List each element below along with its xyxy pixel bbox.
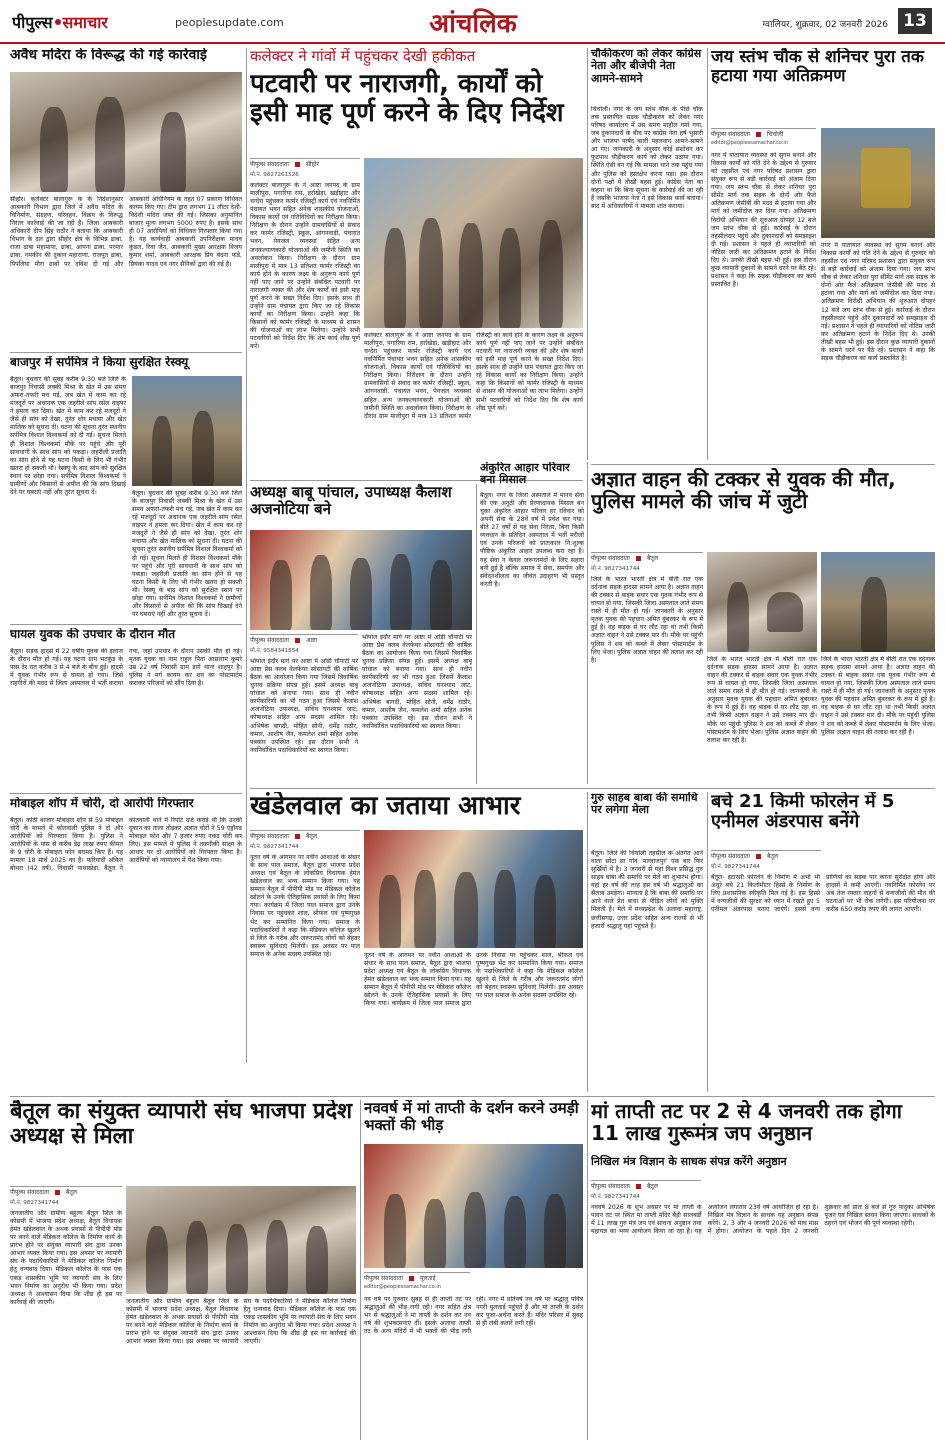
article-unknown-vehicle xyxy=(591,468,935,778)
body-left: जनजातीय और ग्रामीण बहुल्य बैतूल जिले के कोसमी में भाजपा प्रदेश अध्यक्ष, बैतूल विधायक हेमंत खंडेलवाल के अथक प्रयासों से पीपीपी मोड पर बनने वाले मेडिकल कॉलेज के निर्माण कार्य के प्रारंभ होने पर संयुक्त व्यापारी संघ द्वारा उनका आभार व्यक्त किया गया। इस अवसर पर व्यापारी संघ के पदाधिकारियों ने मेडिकल कॉलेज निर्माण हेतु धन्यवाद दिया। मेडिकल कॉलेज के पास एक एकड़ शासकीय भूमि पर व्यापारी संघ के लिए भवन निर्माण का अनुरोध भी किया गया। प्रदेश अध्यक्ष ने आश्वासन दिया कि शीघ्र ही इस पर कार्रवाई की जाएगी। xyxy=(10,1210,122,1306)
photo-raid xyxy=(10,72,242,192)
article-sprout-food xyxy=(480,462,584,784)
headline: मोबाइल शॉप में चोरी, दो आरोपी गिरफ्तार xyxy=(10,797,194,810)
article-guru-sahab xyxy=(591,792,703,1092)
body-right: नगर में यातायात व्यवस्था को सुगम बनाने और विकास कार्यों को गति देने के उद्देश्य से गुरुवार को तहसील एवं नगर परिषद प्रशासन द्वारा संयुक्त रूप से बड़ी कार्रवाई को अंजाम दिया गया। जय स्तंभ चौक से लेकर शनिचर पुरा सीमेंट मार्ग तक सड़क के दोनों ओर फैले अतिक्रमण जेसीबी की मदद से हटाया गया और मार्ग को जमींदोज कर दिया गया। अतिक्रमण विरोधी अभियान की शुरुआत दोपहर 12 बजे जय स्तंभ चौक से हुई। कार्रवाई के दौरान तहसीलदार पहुंचे और दुकानदारों को समझाइश दी गई। प्रशासन ने पहले ही व्यापारियों को नोटिस जारी कर अतिक्रमण हटाने के निर्देश दिए थे। उनकी तीखी बहस भी हुई। इस दौरान कुछ व्यापारी दुकानों के सामने धरने पर बैठे रहे। प्रशासन ने कहा कि सड़क चौड़ीकरण का कार्य प्रस्तावित है। xyxy=(821,242,935,362)
headline: जय स्तंभ चौक से शनिचर पुरा तक हटाया गया अतिक्रमण xyxy=(711,48,924,87)
body-middle: जिले के भारत भारती क्षेत्र में बीती रात एक दर्दनाक सड़क हादसा सामने आया है। अज्ञात वाहन की टक्कर से बाइक सवार एक युवक गंभीर रूप से घायल हो गया, जिसकी जिला अस्पताल लाते समय रास्ते में ही मौत हो गई। जानकारी के अनुसार मृतक युवक की पहचान अमित बुंबरकर के रूप में हुई है। वह बाइक से घर लौट रहा था तभी किसी अज्ञात वाहन ने उसे टक्कर मार दी। मौके पर पहुंची पुलिस ने शव को कब्जे में लेकर पोस्टमार्टम के लिए भेजा। पुलिस अज्ञात वाहन की तलाश कर रही है। xyxy=(707,656,817,744)
bullet-icon xyxy=(756,132,761,137)
body: बैतूल- इटारसी फोरलेन के निर्माण में अभी भी अधूरे बचे 21 किलोमीटर हिस्से के निर्माण के लिए प्रशासनिक स्वीकृति मिल गई है। इस हिस्से में वन्यजीवों की सुरक्षा को ध्यान में रखते हुए 5 एनीमल अंडरपास बनाए जाएंगे। इससे वन्य प्राणियों का सड़क पार करना सुरक्षित होगा और हादसों में कमी आएगी। नवनिर्मित फोरलेन पर अब तेज रफ्तार वाहनों से वन्यजीवों की मौत की घटनाओं पर भी रोक लगेगी। इस परियोजना पर करीब 650 करोड़ रुपए की लागत आएगी। xyxy=(711,874,935,914)
mobile: मो.नं. 9827261526 xyxy=(250,172,299,178)
body-left: भोपाल इंदौर मार्ग पर आष्टा में ओंडी चौपाटी पर आष्टा प्रेस क्लब वेलफेयर सोसायटी की वार्षिक बैठक का आयोजन किया गया जिसमें त्रिवार्षिक चुनाव प्रक्रिया संपन्न हुई। इसमें अध्यक्ष बाबू पांचाल को बनाया गया। साथ ही नवीन कार्यकारिणी का भी गठन हुआ जिसमें कैलाश अजनोटिया उपाध्यक्ष, सचिव घनश्याम जाट, कोषाध्यक्ष सहित अन्य सदस्य शामिल रहे। अभिषेक बागदी, मोहित सोनी, धर्मेंद्र राठौर, कमल, आशीष जैन, कमलेश शर्मा सहित अनेक पत्रकार उपस्थित रहे। इस दौरान सभी ने नवनिर्वाचित पदाधिकारियों का स्वागत किया। xyxy=(250,658,358,754)
body: बैतूल। कोठी बाजार मोबाइल शॉप से 59 मोबाइल चोरी के मामले में कोतवाली पुलिस ने दो और आरोपियों को गिरफ्तार किया है। पुलिस ने आरोपियों के पास से करीब डेढ़ लाख रुपए कीमत के 9 चोरी के मोबाइल फोन बरामद किए हैं। यह मामला 18 मार्च 2025 का है। फरियादी अंकित बोथरा (42 वर्ष), निवासी पाथाखेड़ा, बैतूल ने कोतवाली थाने में रिपोर्ट दर्ज कराई थी कि उनकी दुकान का ताला तोड़कर अज्ञात चोरों ने 59 एंड्रॉयड मोबाइल फोन और 7 हजार रुपए नकद चोरी कर लिए। इस मामले में पुलिस ने तकनीकी साक्ष्य के आधार पर दो आरोपियों को गिरफ्तार किया है। आरोपियों को न्यायालय में पेश किया गया। xyxy=(10,817,242,873)
photo-khandelwal xyxy=(364,830,583,948)
headline: पटवारी पर नाराजगी, कार्यों को इसी माह पूर्ण करने के दिए निर्देश xyxy=(250,69,564,129)
mobile: मो.नं. 9827341744 xyxy=(250,844,299,850)
body-bottom: जनजातीय और ग्रामीण बहुल्य बैतूल जिले के कोसमी में भाजपा प्रदेश अध्यक्ष, बैतूल विधायक हेमंत खंडेलवाल के अथक प्रयासों से पीपीपी मोड पर बनने वाले मेडिकल कॉलेज के निर्माण कार्य के प्रारंभ होने पर संयुक्त व्यापारी संघ द्वारा उनका आभार व्यक्त किया गया। इस अवसर पर व्यापारी संघ के पदाधिकारियों ने मेडिकल कॉलेज निर्माण हेतु धन्यवाद दिया। मेडिकल कॉलेज के पास एक एकड़ शासकीय भूमि पर व्यापारी संघ के लिए भवन निर्माण का अनुरोध भी किया गया। प्रदेश अध्यक्ष ने आश्वासन दिया कि शीघ्र ही इस पर कार्रवाई की जाएगी। xyxy=(126,1298,356,1346)
bullet-icon xyxy=(295,162,300,167)
byline: पीपुल्स संवाददाता बैतूल xyxy=(591,552,703,562)
byline: पीपुल्स संवाददाता बैतूल xyxy=(591,1180,701,1190)
body: चिचोली। नगर के जय स्तंभ चौक के पीछे चौक तक प्रस्तावित सड़क चौड़ीकरण को लेकर नगर परिषद कार्यालय में उस समय माहौल गर्मा गया, जब दुकानदारों के बीच पर कांग्रेस नेता हर्ष भुसारी और भाजपा पार्षद बाली पहलवान आमने-सामने आ गए। जानकारी के अनुसार कोई संशोधन कर फुटपाथ चौड़ीकरण कार्य को लेकर उठाया गया। स्थिति ऐसी बन गई कि मामला थाने तक पहुंच गया और पुलिस को हस्तक्षेप करना पड़ा। इस दौरान दोनों पक्षों में तीखी बहस हुई। कांग्रेस नेता का कहना था कि बिना सूचना के कार्रवाई की जा रही है जबकि भाजपा नेता ने इसे विकास कार्य बताया। बाद में अधिकारियों ने मामला शांत कराया। xyxy=(591,106,703,210)
article-snake-rescue xyxy=(10,356,242,621)
photo-collector xyxy=(364,158,583,328)
body: नव वर्ष पर गुरुवार सुबह से ही ताप्ती तट पर श्रद्धालुओं की भीड़ लगी रही। नगर सहित क्षेत्र भर से श्रद्धालुओं ने मां ताप्ती के दर्शन कर नव वर्ष की शुभकामनाएं दीं। इसके अलावा ताप्ती तट के अन्य मंदिरों में भी भक्तों की भीड़ लगी रही। नगर में प्रतिवर्ष नव वर्ष पर श्रद्धालु पवित्र नगरी मुलताई पहुंचते हैं और मां ताप्ती के दर्शन कर पूजा-अर्चना करते हैं। मंदिर परिसर में सुबह से ही लंबी कतारें लगी रहीं। xyxy=(364,1296,583,1336)
byline: पीपुल्स संवाददाता आष्टा xyxy=(250,634,358,644)
headline: अध्यक्ष बाबू पांचाल, उपाध्यक्ष कैलाश अजनोटिया बने xyxy=(250,484,452,518)
photo-tapti-crowd xyxy=(364,1144,583,1268)
headline: चौकीकरण को लेकर कांग्रेस नेता और बीजेपी नेता आमने-सामने xyxy=(591,48,702,85)
bullet-icon xyxy=(636,1184,641,1189)
email[interactable]: editor@peoplessamachar.co.in xyxy=(364,1284,441,1290)
bullet-icon xyxy=(409,1276,414,1281)
photo-accident-2 xyxy=(821,552,935,652)
byline: पीपुल्स संवाददाता चिचोली xyxy=(711,128,816,138)
photo-press-club xyxy=(250,530,472,630)
article-encroachment-removed xyxy=(711,48,935,458)
body-left: नगर में यातायात व्यवस्था को सुगम बनाने और विकास कार्यों को गति देने के उद्देश्य से गुरुवार को तहसील एवं नगर परिषद प्रशासन द्वारा संयुक्त रूप से बड़ी कार्रवाई को अंजाम दिया गया। जय स्तंभ चौक से लेकर शनिचर पुरा सीमेंट मार्ग तक सड़क के दोनों ओर फैले अतिक्रमण जेसीबी की मदद से हटाया गया और मार्ग को जमींदोज कर दिया गया। अतिक्रमण विरोधी अभियान की शुरुआत दोपहर 12 बजे जय स्तंभ चौक से हुई। कार्रवाई के दौरान तहसीलदार पहुंचे और दुकानदारों को समझाइश दी गई। प्रशासन ने पहले ही व्यापारियों को नोटिस जारी कर अतिक्रमण हटाने के निर्देश दिए थे। उनकी तीखी बहस भी हुई। इस दौरान कुछ व्यापारी दुकानों के सामने धरने पर बैठे रहे। प्रशासन ने कहा कि सड़क चौड़ीकरण का कार्य प्रस्तावित है। xyxy=(711,152,816,288)
email[interactable]: editor@peoplessamachar.co.in xyxy=(711,140,788,146)
bullet-icon xyxy=(295,834,300,839)
headline: बैतूल का संयुक्त व्यापारी संघ भाजपा प्रदेश अध्यक्ष से मिला xyxy=(10,1100,353,1149)
article-animal-underpass xyxy=(711,792,935,1092)
body-continued: बैतूल। बुधवार की सुबह करीब 9:30 बजे जिले के बाजपुर निवासी लक्की मिश्रा के खेत में उस समय अफरा-तफरी मच गई, जब खेत में काम कर रहे मजदूरों पर अचानक एक जहरीले सांप रसेल वाइपर ने हमला कर दिया। खेत में काम कर रहे मजदूरों ने जैसे ही सांप को देखा, तुरंत शोर मचाया और खेत मालिक को सूचना दी। घटना की सूचना तुरंत स्थानीय सर्पमित्र विशाल विश्वकर्मा को दी गई। सूचना मिलते ही विशाल विश्वकर्मा मौके पर पहुंचे और पूरी सावधानी के साथ सांप को पकड़ा। जहरीली प्रजाति का सांप होने से यह घटना किसी के लिए भी गंभीर खतरा हो सकती थी। रेस्क्यू के बाद सांप को सुरक्षित स्थान पर छोड़ा गया। सर्पमित्र विशाल विश्वकर्मा ने ग्रामीणों और किसानों से अपील की कि सांप दिखाई देने पर घबराएं नहीं और तुरंत सूचना दें। xyxy=(132,490,242,618)
subhead: निखिल मंत्र विज्ञान के साधक संपन्न करेंगे अनुष्ठान xyxy=(591,1155,787,1168)
byline: पीपुल्स संवाददाता मुलताई xyxy=(364,1272,470,1282)
body-left: कलेक्टर बालागुरू के ने आष्टा जनपद के ग्राम मालीपुरा, पगारिया राम, हर्राखेड़ा, खड़ीहाट और चन्देरा पहुंचकर फार्मर रजिस्ट्री कार्य एवं नवनिर्मित पंचायत भवन सहित अनेक शासकीय योजनाओं, विकास कार्यों एवं गतिविधियों का निरीक्षण किया। निरीक्षण के दौरान उन्होंने ग्रामवासियों से संवाद कर फार्मर रजिस्ट्री, स्कूल, आंगनवाड़ी, पंचायत भवन, पेयजल व्यवस्था सहित अन्य जनकल्याणकारी योजनाओं की जमीनी स्थिति का अवलोकन किया। निरीक्षण के दौरान ग्राम मालीपुरा में मात्र 13 प्रतिशत फार्मर रजिस्ट्री का कार्य होने के कारण लक्ष्य के अनुरूप कार्य पूर्ण नहीं पाए जाने पर उन्होंने संबंधित पटवारी पर नाराजगी व्यक्त की और शेष कार्यों को इसी माह पूर्ण करने के सख्त निर्देश दिए। इसके साथ ही उन्होंने ग्राम पंचायत द्वारा किए जा रहे विकास कार्यों का निरीक्षण किया। उन्होंने कहा कि किसानों को फार्मर रजिस्ट्री के माध्यम से शासन की योजनाओं का लाभ मिलेगा। उन्होंने सभी पटवारियों को निर्देश दिए कि शेष कार्य शीघ्र पूर्ण करें। xyxy=(250,182,360,351)
headline: अज्ञात वाहन की टक्कर से युवक की मौत, पुलिस मामले की जांच में जुटी xyxy=(591,468,896,514)
article-mobile-theft xyxy=(10,797,242,1062)
byline: पीपुल्स संवाददाता बैतूल xyxy=(250,830,360,840)
dateline: ग्वालियर, शुक्रवार, 02 जनवरी 2026 xyxy=(762,20,888,30)
body: बैतूल। बुधवार की सुबह करीब 9:30 बजे जिले के बाजपुर निवासी लक्की मिश्रा के खेत में उस समय अफरा-तफरी मच गई, जब खेत में काम कर रहे मजदूरों पर अचानक एक जहरीले सांप रसेल वाइपर ने हमला कर दिया। खेत में काम कर रहे मजदूरों ने जैसे ही सांप को देखा, तुरंत शोर मचाया और खेत मालिक को सूचना दी। घटना की सूचना तुरंत स्थानीय सर्पमित्र विशाल विश्वकर्मा को दी गई। सूचना मिलते ही विशाल विश्वकर्मा मौके पर पहुंचे और पूरी सावधानी के साथ सांप को पकड़ा। जहरीली प्रजाति का सांप होने से यह घटना किसी के लिए भी गंभीर खतरा हो सकती थी। रेस्क्यू के बाद सांप को सुरक्षित स्थान पर छोड़ा गया। सर्पमित्र विशाल विश्वकर्मा ने ग्रामीणों और किसानों से अपील की कि सांप दिखाई देने पर घबराएं नहीं और तुरंत सूचना दें। xyxy=(10,376,126,496)
logo xyxy=(12,10,108,34)
headline: घायल युवक की उपचार के दौरान मौत xyxy=(10,628,176,641)
byline: पीपुल्स संवाददाता बैतूल xyxy=(711,850,821,860)
photo-accident-1 xyxy=(707,552,817,652)
mobile: मो.नं. 9584341854 xyxy=(250,648,299,654)
masthead xyxy=(0,0,945,44)
website[interactable]: peoplesupdate.com xyxy=(175,16,284,29)
article-khandelwal-thanks xyxy=(250,792,583,1092)
mobile: मो.नं. 9827341744 xyxy=(10,1200,59,1206)
bullet-icon xyxy=(756,854,761,859)
page-number: 13 xyxy=(898,8,932,34)
photo-jcb xyxy=(821,128,935,238)
bullet-icon xyxy=(636,556,641,561)
article-traders-union xyxy=(10,1100,356,1440)
logo-dot-icon xyxy=(55,19,61,25)
body-left: जिले के भारत भारती क्षेत्र में बीती रात एक दर्दनाक सड़क हादसा सामने आया है। अज्ञात वाहन की टक्कर से बाइक सवार एक युवक गंभीर रूप से घायल हो गया, जिसकी जिला अस्पताल लाते समय रास्ते में ही मौत हो गई। जानकारी के अनुसार मृतक युवक की पहचान अमित बुंबरकर के रूप में हुई है। वह बाइक से घर लौट रहा था तभी किसी अज्ञात वाहन ने उसे टक्कर मार दी। मौके पर पहुंची पुलिस ने शव को कब्जे में लेकर पोस्टमार्टम के लिए भेजा। पुलिस अज्ञात वाहन की तलाश कर रही है। xyxy=(591,576,703,664)
body-right: जिले के भारत भारती क्षेत्र में बीती रात एक दर्दनाक सड़क हादसा सामने आया है। अज्ञात वाहन की टक्कर से बाइक सवार एक युवक गंभीर रूप से घायल हो गया, जिसकी जिला अस्पताल लाते समय रास्ते में ही मौत हो गई। जानकारी के अनुसार मृतक युवक की पहचान अमित बुंबरकर के रूप में हुई है। वह बाइक से घर लौट रहा था तभी किसी अज्ञात वाहन ने उसे टक्कर मार दी। मौके पर पहुंची पुलिस ने शव को कब्जे में लेकर पोस्टमार्टम के लिए भेजा। पुलिस अज्ञात वाहन की तलाश कर रही है। xyxy=(821,656,935,736)
bullet-icon xyxy=(55,1190,60,1195)
bullet-icon xyxy=(295,638,300,643)
article-collector-visit xyxy=(250,48,583,478)
body: बैतूल। सड़क हादसे में 22 वर्षीय युवक की इलाज के दौरान मौत हो गई। यह घटना ग्राम भटकुंड के पास देर रात करीब 3 से 4 बजे के बीच हुई। हादसे में युवक गंभीर रूप से घायल हो गया। जिसे राहगीरों की मदद से जिला अस्पताल में भर्ती कराया गया, जहां उपचार के दौरान उसकी मौत हो गई। मृतक युवक का नाम राहुल पिता आसाराम कुमरे उम्र 22 वर्ष निवासी ग्राम डागे थाना शाहपुर है। पुलिस ने मर्ग कायम कर शव का पोस्टमार्टम कराकर परिजनों को सौंप दिया है। xyxy=(10,648,242,688)
article-road-widening-dispute xyxy=(591,48,703,458)
headline: अवैध मदिरा के विरूद्ध की गई कार्रवाई xyxy=(10,48,207,63)
logo-left: पीपुल्स xyxy=(12,13,53,32)
body: बैतूल। जिले की चिचोली तहसील के अंतर्गत आने वाला छोटा सा गांव 'मल्लाजपुर' एक बार फिर सुर्खियों में है। 3 जनवरी से यहां विश्व प्रसिद्ध गुरु साहब बाबा की समाधि पर मेले का शुभारंभ होगा। यहां हर वर्ष की तरह इस वर्ष भी श्रद्धालुओं का सैलाब उमड़ेगा। मान्यता है कि बाबा की समाधि पर आने वाले प्रेत बाधा से पीड़ित लोगों को मुक्ति मिलती है। मेले में मध्यप्रदेश के अलावा महाराष्ट्र, छत्तीसगढ़, उत्तर प्रदेश सहित अन्य राज्यों से भी हजारों श्रद्धालु यहां पहुंचते हैं। xyxy=(591,850,703,930)
body: नववर्ष 2026 के शुभ अवसर पर मां ताप्ती के पावन तट पर स्थित मां ताप्ती मंदिर बैंड़ी सालबर्डी में 11 लाख गुरु मंत्र जप एवं साधना अनुष्ठान तथा महायज्ञ का भव्य आयोजन किया जा रहा है। यह आयोजन लगातार 23वें वर्ष आयोजित हो रहा है। निखिल मंत्र विज्ञान के साधक यह अनुष्ठान संपन्न करेंगे। 2, 3 और 4 जनवरी 2026 को माघ मास में होगा। आयोजन के पहले दिन 2 जनवरी शुक्रवार को प्रातः 8 बजे से गुरु पादुका अभिषेक पूजन एवं निखिल स्तवन किया जाएगा। साधकों के ठहरने एवं भोजन की पूर्ण व्यवस्था रहेगी। xyxy=(591,1204,935,1236)
kicker: कलेक्टर ने गांवों में पहुंचकर देखी हकीकत xyxy=(250,48,476,65)
headline: मां ताप्ती तट पर 2 से 4 जनवरी तक होगा 11 लाख गुरूमंत्र जप अनुष्ठान xyxy=(591,1100,902,1146)
body: भोपाल इंदौर मार्ग पर आष्टा में ओंडी चौपाटी पर आष्टा प्रेस क्लब वेलफेयर सोसायटी की वार्षिक बैठक का आयोजन किया गया जिसमें त्रिवार्षिक चुनाव प्रक्रिया संपन्न हुई। इसमें अध्यक्ष बाबू पांचाल को बनाया गया। साथ ही नवीन कार्यकारिणी का भी गठन हुआ जिसमें कैलाश अजनोटिया उपाध्यक्ष, सचिव घनश्याम जाट, कोषाध्यक्ष सहित अन्य सदस्य शामिल रहे। अभिषेक बागदी, मोहित सोनी, धर्मेंद्र राठौर, कमल, आशीष जैन, कमलेश शर्मा सहित अनेक पत्रकार उपस्थित रहे। इस दौरान सभी ने नवनिर्वाचित पदाधिकारियों का स्वागत किया। xyxy=(362,634,472,730)
body: सीहोर। कलेक्टर बालागुरू के के निर्देशानुसार आबकारी विभाग द्वारा जिले में अवैध मदिरा के विनिर्माण, संग्रहण, परिवहन, विक्रय के विरूद्ध निरंतर कार्रवाई की जा रही है। जिला आबकारी अधिकारी दीप सिंह राठौर ने बताया कि आबकारी विभाग के दल द्वारा सीहोर क्षेत्र के विभिन्न ढाबा, राजा ढाबा महामाया, ढाबा, आपना ढाबा, परमार ढाबा, नमकीन की दुकान महाराणा, राजपुत ढाबा, पिपलिया मीरा ढाबों पर दबिश दी गई और आबकारी अधिनियम के तहत 07 प्रकरण विधिवत कायम किए गए। टीम द्वारा लगभग 11 लीटर देशी-विदेशी मदिरा जब्त की गई। जिसका अनुमानित बाजार मूल्य लगभग 5000 रुपए है। इसके साथ ही 07 आरोपियों को विधिवत गिरफ्तार किया गया है। यह कार्यवाही आबकारी उपनिरीक्षक माधव कुंडल, रिवा जैन, आबकारी मुख्य आरक्षक विजय कुमार शर्मा, आबकारी आरक्षक प्रिय बंदना पांडे, प्रियंका यादव एवं नगर सैनिकों द्वारा की गई है। xyxy=(10,196,242,268)
headline: बचे 21 किमी फोरलेन में 5 एनीमल अंडरपास बनेंगे xyxy=(711,792,895,833)
headline: अंकुरित आहार परिवार बना मिसाल xyxy=(480,462,570,487)
mobile: मो.नं. 9827341744 xyxy=(591,1194,640,1200)
article-gurumantra-jap xyxy=(591,1100,935,1440)
body-bottom: नूतन वर्ष के आगमन पर नवीन आशाओं के संचार के साथ पाल समाज, बैतूल द्वारा भाजपा प्रदेश अध्यक्ष एवं बैतूल के लोकप्रिय विधायक हेमंत खंडेलवाल का भव्य सम्मान किया गया। यह सम्मान बैतूल में पीपीपी मोड पर मेडिकल कॉलेज खोलने के उनके ऐतिहासिक प्रयासों के लिए किया गया। कार्यक्रम में जिला पाल समाज द्वारा उनके निवास पर पहुंचकर शाल, श्रीफल एवं पुष्पगुच्छ भेंट कर सम्मानित किया गया। समाज के पदाधिकारियों ने कहा कि मेडिकल कॉलेज खुलने से जिले के गरीब और जरूरतमंद लोगों को बेहतर स्वास्थ्य सुविधाएं मिलेंगी। इस अवसर पर पाल समाज के अनेक सदस्य उपस्थित रहे। xyxy=(364,952,583,1008)
article-tapti-darshan xyxy=(364,1100,583,1440)
body-left: नूतन वर्ष के आगमन पर नवीन आशाओं के संचार के साथ पाल समाज, बैतूल द्वारा भाजपा प्रदेश अध्यक्ष एवं बैतूल के लोकप्रिय विधायक हेमंत खंडेलवाल का भव्य सम्मान किया गया। यह सम्मान बैतूल में पीपीपी मोड पर मेडिकल कॉलेज खोलने के उनके ऐतिहासिक प्रयासों के लिए किया गया। कार्यक्रम में जिला पाल समाज द्वारा उनके निवास पर पहुंचकर शाल, श्रीफल एवं पुष्पगुच्छ भेंट कर सम्मानित किया गया। समाज के पदाधिकारियों ने कहा कि मेडिकल कॉलेज खुलने से जिले के गरीब और जरूरतमंद लोगों को बेहतर स्वास्थ्य सुविधाएं मिलेंगी। इस अवसर पर पाल समाज के अनेक सदस्य उपस्थित रहे। xyxy=(250,854,360,958)
section-title: आंचलिक xyxy=(429,9,517,39)
logo-right: समाचार xyxy=(62,13,108,32)
headline: गुरु साहब बाबा की समाधि पर लगेगा मेला xyxy=(591,792,698,817)
article-illegal-liquor xyxy=(10,48,242,348)
article-press-club xyxy=(250,484,472,784)
headline: नववर्ष में मां ताप्ती के दर्शन करने उमड़ी भक्तों की भीड़ xyxy=(364,1100,579,1134)
body-bottom: कलेक्टर बालागुरू के ने आष्टा जनपद के ग्राम मालीपुरा, पगारिया राम, हर्राखेड़ा, खड़ीहाट और चन्देरा पहुंचकर फार्मर रजिस्ट्री कार्य एवं नवनिर्मित पंचायत भवन सहित अनेक शासकीय योजनाओं, विकास कार्यों एवं गतिविधियों का निरीक्षण किया। निरीक्षण के दौरान उन्होंने ग्रामवासियों से संवाद कर फार्मर रजिस्ट्री, स्कूल, आंगनवाड़ी, पंचायत भवन, पेयजल व्यवस्था सहित अन्य जनकल्याणकारी योजनाओं की जमीनी स्थिति का अवलोकन किया। निरीक्षण के दौरान ग्राम मालीपुरा में मात्र 13 प्रतिशत फार्मर रजिस्ट्री का कार्य होने के कारण लक्ष्य के अनुरूप कार्य पूर्ण नहीं पाए जाने पर उन्होंने संबंधित पटवारी पर नाराजगी व्यक्त की और शेष कार्यों को इसी माह पूर्ण करने के सख्त निर्देश दिए। इसके साथ ही उन्होंने ग्राम पंचायत द्वारा किए जा रहे विकास कार्यों का निरीक्षण किया। उन्होंने कहा कि किसानों को फार्मर रजिस्ट्री के माध्यम से शासन की योजनाओं का लाभ मिलेगा। उन्होंने सभी पटवारियों को निर्देश दिए कि शेष कार्य शीघ्र पूर्ण करें। xyxy=(364,332,583,420)
photo-traders xyxy=(126,1186,356,1294)
byline: पीपुल्स संवाददाता सीहोर xyxy=(250,158,360,168)
byline: पीपुल्स संवाददाता बैतूल xyxy=(10,1186,122,1196)
mobile: मो.नं. 9827341744 xyxy=(591,566,640,572)
headline: बाजपुर में सर्पमित्र ने किया सुरक्षित रेस्क्यू xyxy=(10,356,189,369)
mobile: मो.नं. 9827341744 xyxy=(711,864,760,870)
body: बैतूल। नगर के जिला अस्पताल में मानव सेवा की एक अनूठी और प्रेरणादायक मिसाल बन चुका अंकुरित आहार परिवार हर रविवार को अपनी सेवा के 28वें वर्ष में प्रवेश कर गया। बीते 27 वर्षों से यह सेवा निरंतर, बिना किसी व्यवधान के प्रतिदिन अस्पताल में भर्ती मरीजों एवं उनके परिजनों को प्रातःकाल नि:शुल्क पौष्टिक अंकुरित आहार उपलब्ध करा रहा है। यह सेवा न केवल जरूरतमंदों के लिए सहारा बनी हुई है बल्कि समाज में सेवा, समर्पण और संवेदनशीलता का जीवंत उदाहरण भी प्रस्तुत करती है। xyxy=(480,492,584,588)
article-injured-youth xyxy=(10,628,242,790)
headline: खंडेलवाल का जताया आभार xyxy=(250,792,521,821)
photo-snake xyxy=(132,376,242,486)
